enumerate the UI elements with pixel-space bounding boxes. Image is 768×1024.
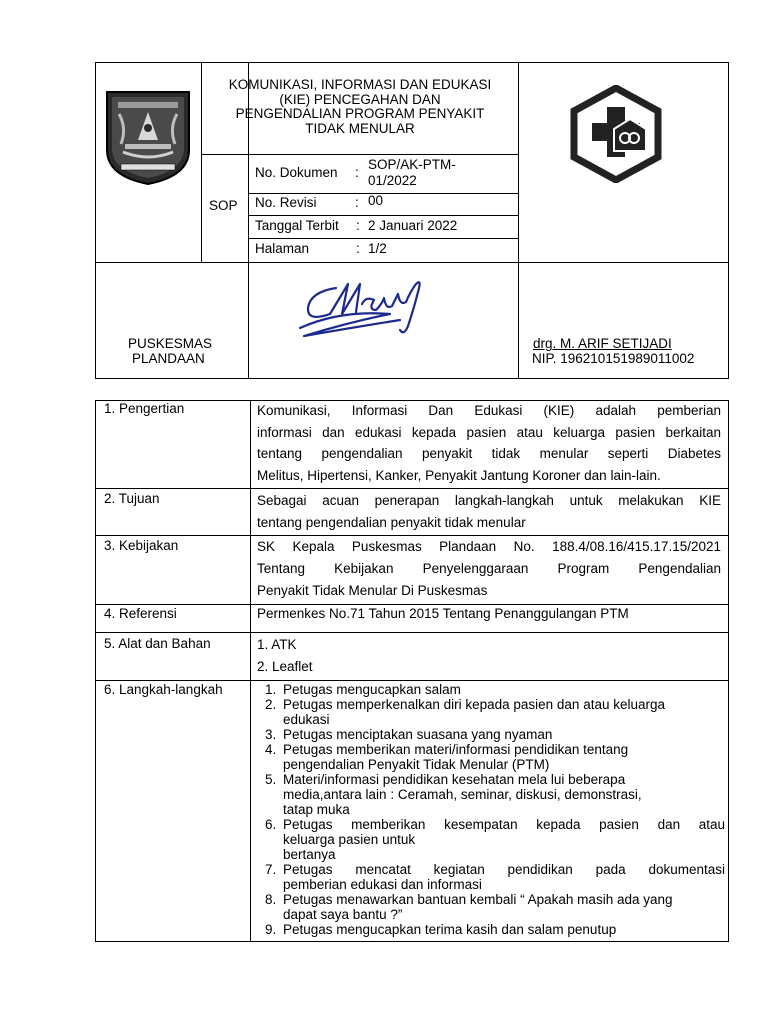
body-line: Tentang Kebijakan Penyelenggaraan Program Pengendalian — [257, 561, 721, 576]
step-line: Petugas mengucapkan salam — [283, 682, 461, 697]
step-line: Materi/informasi pendidikan kesehatan mela lui beberapa — [283, 772, 626, 787]
step-number: 2. — [265, 697, 277, 712]
step-line: Petugas mengucapkan terima kasih dan salam penutup — [283, 922, 617, 937]
step-number: 1. — [265, 682, 277, 697]
step-line: Petugas menciptakan suasana yang nyaman — [283, 727, 553, 742]
step-number: 7. — [265, 862, 277, 877]
body-line: tentang pengendalian penyakit tidak menular seperti Diabetes — [257, 446, 721, 461]
field-label: Halaman — [255, 241, 310, 256]
field-separator: : — [356, 218, 360, 233]
body-line: 2. Leaflet — [257, 659, 313, 674]
field-separator: : — [356, 241, 360, 256]
step-line: edukasi — [283, 712, 330, 727]
step-number: 3. — [265, 727, 277, 742]
step-item — [259, 682, 725, 697]
field-value: 1/2 — [368, 241, 387, 256]
body-line: 1. ATK — [257, 637, 297, 652]
step-line: dapat saya bantu ?” — [283, 907, 403, 922]
step-line: bertanya — [283, 847, 336, 862]
org-name — [128, 336, 212, 366]
body-line: Sebagai acuan penerapan langkah-langkah untuk melakukan KIE — [257, 493, 721, 508]
field-label: Tanggal Terbit — [255, 218, 339, 233]
step-number: 4. — [265, 742, 277, 757]
step-item — [259, 772, 725, 817]
step-line: Petugas menawarkan bantuan kembali “ Apakah masih ada yang — [283, 892, 673, 907]
section-label: 4. Referensi — [104, 606, 177, 621]
step-item — [259, 727, 725, 742]
body-line: tentang pengendalian penyakit tidak menular — [257, 515, 526, 530]
signature-icon — [290, 270, 440, 346]
section-label: 3. Kebijakan — [104, 538, 179, 553]
title-line: PENGENDALIAN PROGRAM PENYAKIT — [235, 106, 485, 121]
org-line: PUSKESMAS — [128, 336, 213, 351]
signer-name: drg. M. ARIF SETIJADI — [533, 336, 672, 351]
step-line: Petugas memberikan materi/informasi pendidikan tentang — [283, 742, 629, 757]
field-value-line: 01/2022 — [368, 173, 417, 188]
regency-emblem-icon — [103, 88, 193, 186]
field-value-line: SOP/AK-PTM- — [368, 157, 456, 172]
body-line: informasi dan edukasi kepada pasien atau keluarga pasien berkaitan — [257, 424, 721, 440]
sop-label: SOP — [209, 198, 238, 213]
section-body-kebijakan — [257, 536, 721, 602]
signer-nip: NIP. 196210151989011002 — [532, 351, 695, 366]
step-number: 8. — [265, 892, 277, 907]
step-number: 6. — [265, 817, 277, 832]
body-line: Penyakit Tidak Menular Di Puskesmas — [257, 583, 488, 598]
section-label: 6. Langkah-langkah — [104, 682, 223, 697]
field-value: 2 Januari 2022 — [368, 218, 458, 233]
field-label: No. Dokumen — [255, 165, 338, 180]
steps-list — [259, 682, 725, 937]
section-label: 2. Tujuan — [104, 491, 160, 506]
section-body-alat — [257, 634, 313, 678]
org-line: PLANDAAN — [132, 351, 205, 366]
title-line: TIDAK MENULAR — [305, 120, 415, 136]
step-line: Petugas mencatat kegiatan pendidikan pada dokumentasi — [283, 862, 725, 877]
section-label: 1. Pengertian — [104, 401, 185, 416]
step-line: keluarga pasien untuk — [283, 832, 416, 847]
body-line: Melitus, Hipertensi, Kanker, Penyakit Jantung Koroner dan lain-lain. — [257, 467, 661, 483]
step-line: pengendalian Penyakit Tidak Menular (PTM) — [283, 757, 550, 772]
body-line: SK Kepala Puskesmas Plandaan No. 188.4/08.16/415.17.15/2021 — [257, 539, 721, 554]
document-title — [203, 78, 517, 136]
step-item — [259, 817, 725, 862]
field-value — [368, 157, 456, 189]
step-line: media,antara lain : Ceramah, seminar, diskusi, demonstrasi, — [283, 787, 642, 802]
field-value: 00 — [368, 193, 384, 208]
title-line: KOMUNIKASI, INFORMASI DAN EDUKASI — [228, 77, 492, 92]
step-line: Petugas memberikan kesempatan kepada pasien dan atau — [283, 817, 725, 832]
step-item — [259, 697, 725, 727]
section-label: 5. Alat dan Bahan — [104, 636, 211, 651]
step-item — [259, 742, 725, 772]
step-line: pemberian edukasi dan informasi — [283, 877, 482, 892]
title-line: (KIE) PENCEGAHAN DAN — [279, 91, 441, 107]
field-separator: : — [355, 195, 359, 210]
section-body-tujuan — [257, 490, 721, 534]
field-separator: : — [355, 165, 359, 180]
step-number: 5. — [265, 772, 277, 787]
step-item — [259, 862, 725, 892]
field-label: No. Revisi — [255, 195, 317, 210]
section-body-referensi: Permenkes No.71 Tahun 2015 Tentang Penanggulangan PTM — [257, 606, 629, 621]
puskesmas-logo-icon — [570, 85, 662, 183]
step-line: Petugas memperkenalkan diri kepada pasien dan atau keluarga — [283, 697, 666, 712]
step-item — [259, 892, 725, 922]
step-line: tatap muka — [283, 802, 350, 817]
section-body-pengertian — [257, 400, 721, 486]
step-item — [259, 922, 725, 937]
step-number: 9. — [265, 922, 277, 937]
body-line: Komunikasi, Informasi Dan Edukasi (KIE) adalah pemberian — [257, 403, 721, 418]
